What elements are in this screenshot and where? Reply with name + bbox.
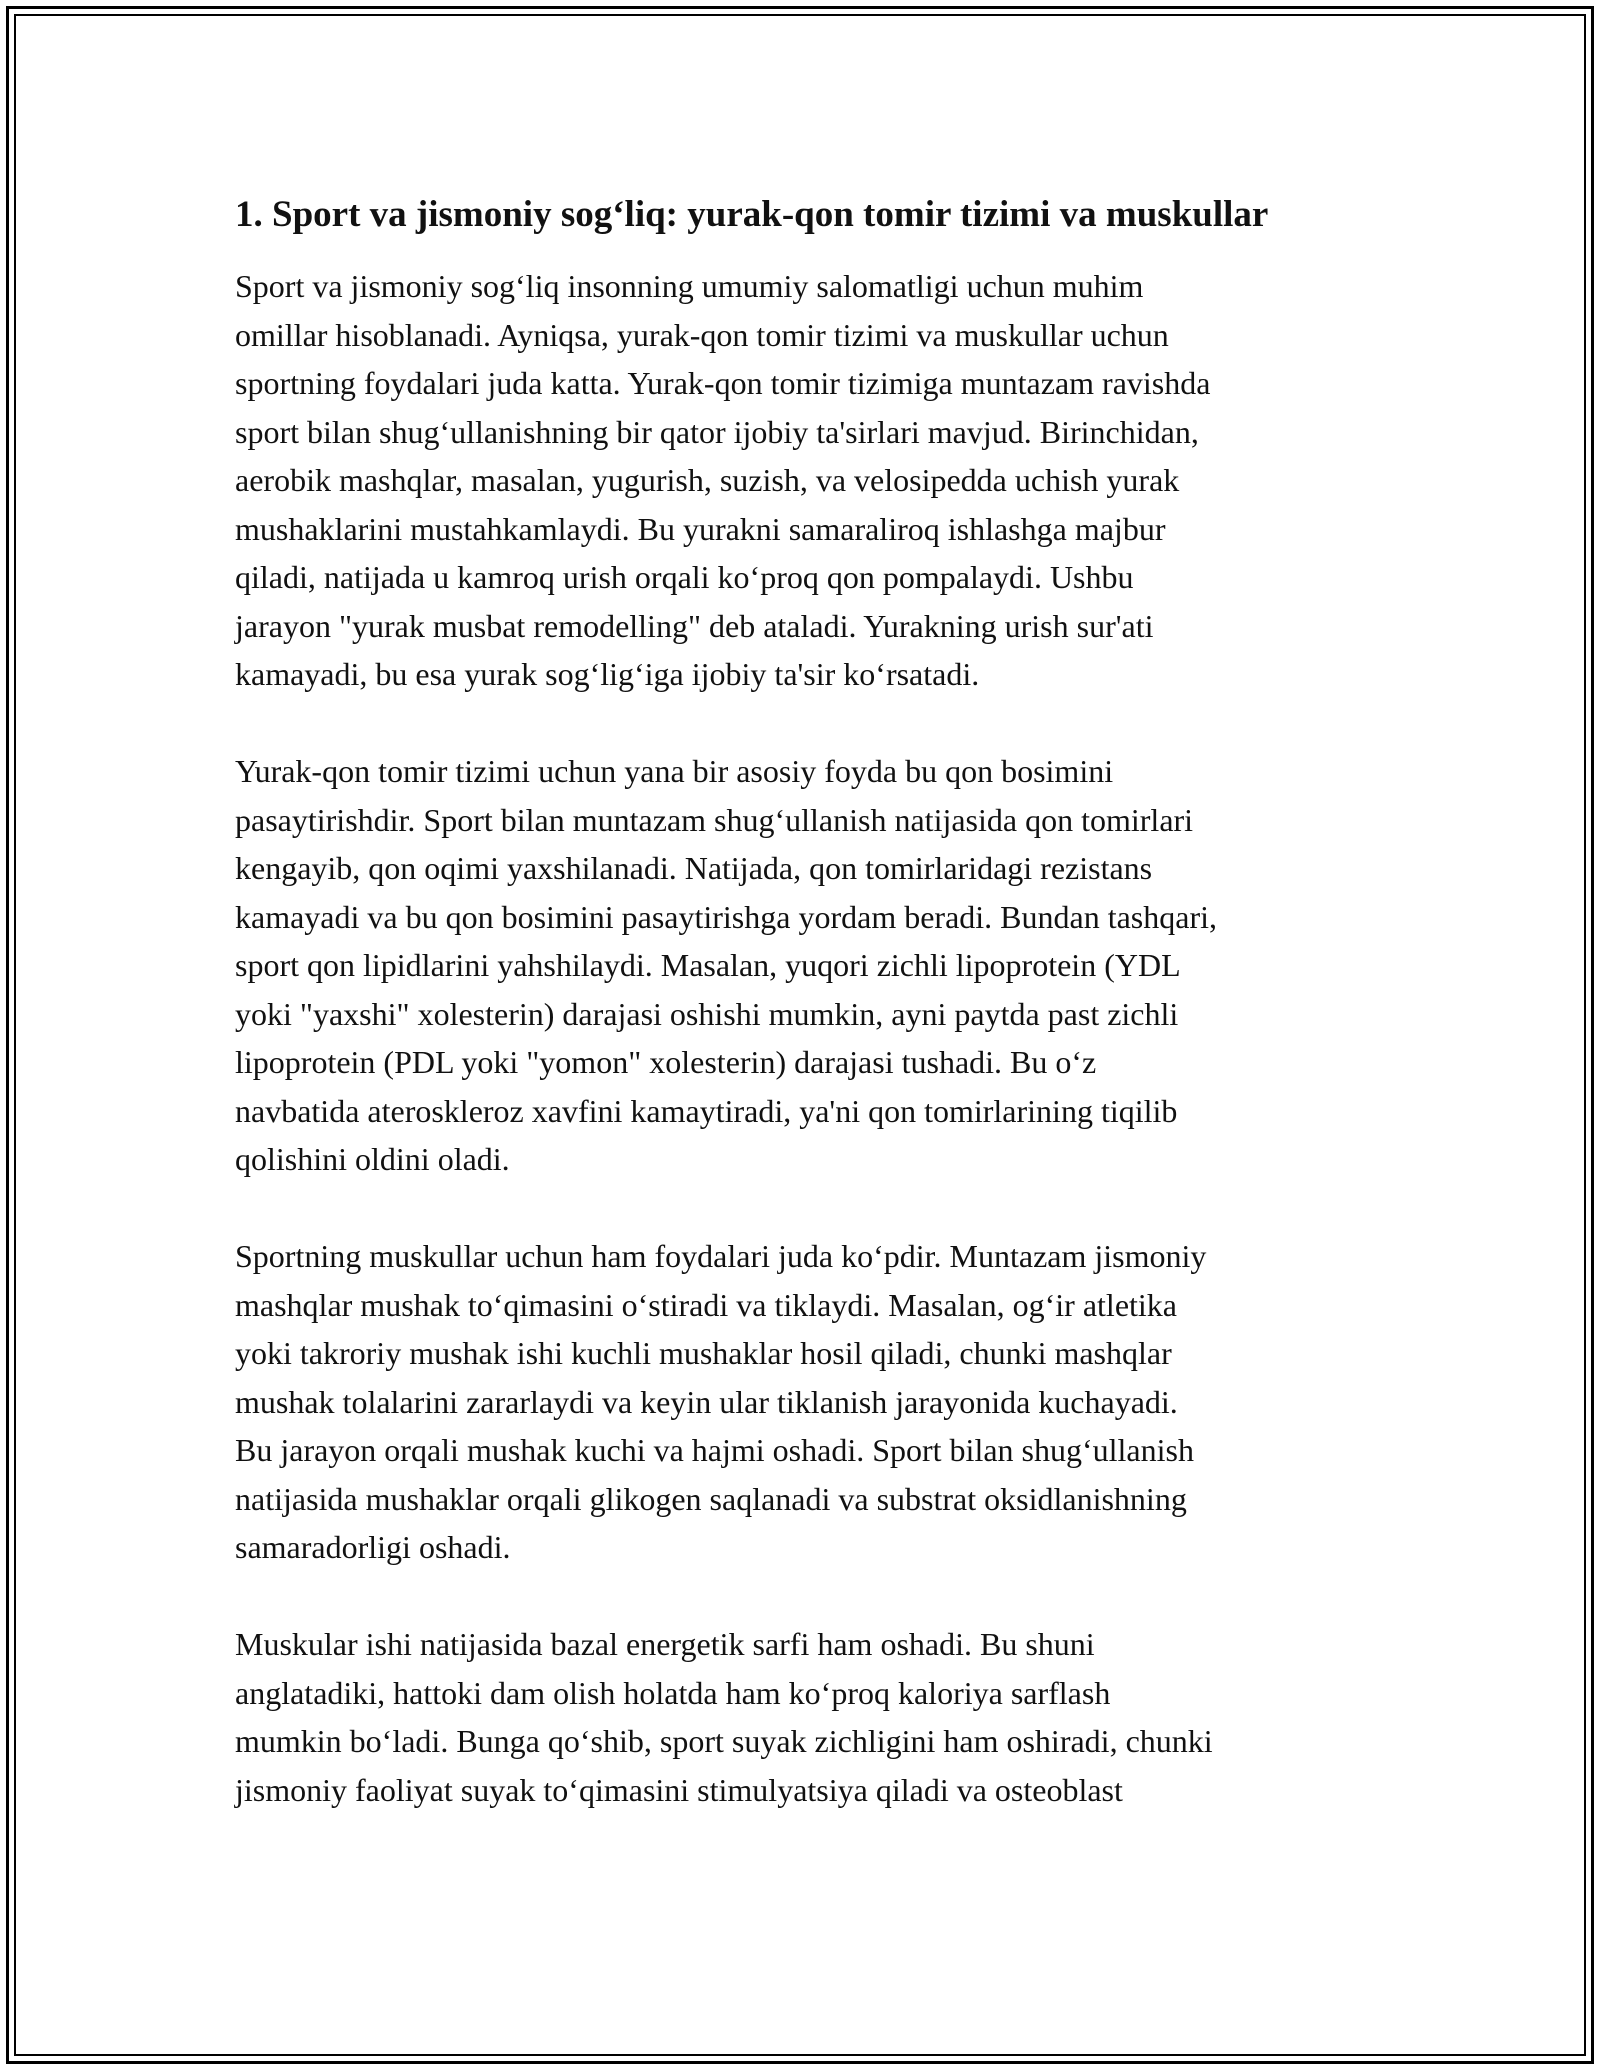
document-body xyxy=(235,188,1385,1863)
paragraph-3: Sportning muskullar uchun ham foydalari juda ko‘pdir. Muntazam jismoniy mashqlar mushak to‘qimasini o‘stiradi va tiklaydi. Masalan, og‘ir atletika yoki takroriy mushak ishi kuchli mushaklar hosil qiladi, chunki mashqlar mushak tolalarini zararlaydi va keyin ular tiklanish jarayonida kuchayadi. Bu jarayon orqali mushak kuchi va hajmi oshadi. Sport bilan shug‘ullanish natijasida mushaklar orqali glikogen saqlanadi va substrat oksidlanishning samaradorligi oshadi. xyxy=(235,1238,1207,1565)
paragraph-2: Yurak-qon tomir tizimi uchun yana bir asosiy foyda bu qon bosimini pasaytirishdir. Sport bilan muntazam shug‘ullanish natijasida qon tomirlari kengayib, qon oqimi yaxshilanadi. Natijada, qon tomirlaridagi rezistans kamayadi va bu qon bosimini pasaytirishga yordam beradi. Bundan tashqari, sport qon lipidlarini yahshilaydi. Masalan, yuqori zichli lipoprotein (YDL yoki "yaxshi" xolesterin) darajasi oshishi mumkin, ayni paytda past zichli lipoprotein (PDL yoki "yomon" xolesterin) darajasi tushadi. Bu o‘z navbatida ateroskleroz xavfini kamaytiradi, ya'ni qon tomirlarining tiqilib qolishini oldini oladi. xyxy=(235,753,1217,1177)
paragraph-1: Sport va jismoniy sog‘liq insonning umumiy salomatligi uchun muhim omillar hisoblanadi. Ayniqsa, yurak-qon tomir tizimi va muskullar uchun sportning foydalari juda katta. Yurak-qon tomir tizimiga muntazam ravishda sport bilan shug‘ullanishning bir qator ijobiy ta'sirlari mavjud. Birinchidan, aerobik mashqlar, masalan, yugurish, suzish, va velosipedda uchish yurak mushaklarini mustahkamlaydi. Bu yurakni samaraliroq ishlashga majbur qiladi, natijada u kamroq urish orqali ko‘proq qon pompalaydi. Ushbu jarayon "yurak musbat remodelling" deb ataladi. Yurakning urish sur'ati kamayadi, bu esa yurak sog‘lig‘iga ijobiy ta'sir ko‘rsatadi. xyxy=(235,268,1211,692)
section-heading: 1. Sport va jismoniy sog‘liq: yurak-qon tomir tizimi va muskullar xyxy=(235,194,1269,235)
paragraph-4: Muskular ishi natijasida bazal energetik sarfi ham oshadi. Bu shuni anglatadiki, hattoki dam olish holatda ham ko‘proq kaloriya sarflash mumkin bo‘ladi. Bunga qo‘shib, sport suyak zichligini ham oshiradi, chunki jismoniy faoliyat suyak to‘qimasini stimulyatsiya qiladi va osteoblast xyxy=(235,1626,1213,1808)
